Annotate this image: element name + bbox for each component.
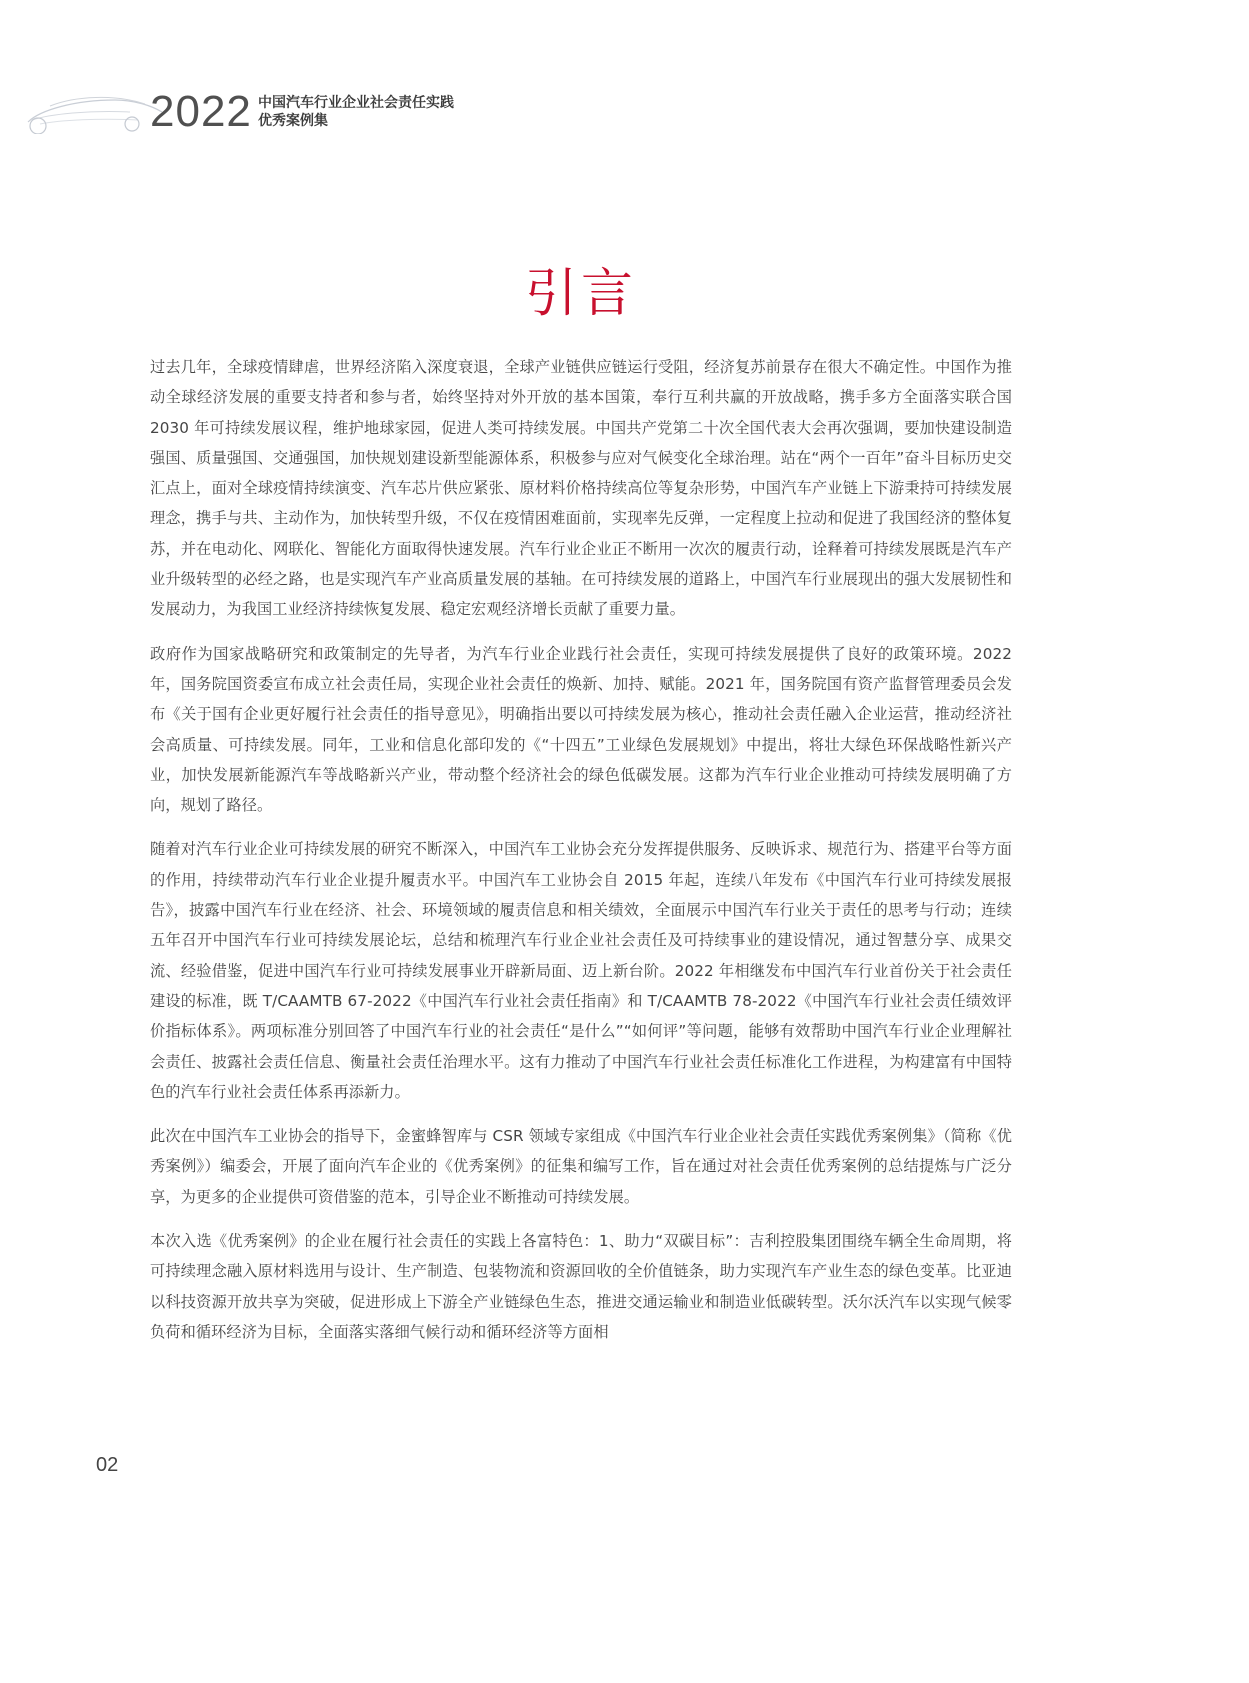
- page-title: 引言: [524, 263, 637, 324]
- report-year: 2022: [150, 87, 252, 136]
- series-title-line1: 中国汽车行业企业社会责任实践: [258, 95, 454, 111]
- paragraph: 随着对汽车行业企业可持续发展的研究不断深入，中国汽车工业协会充分发挥提供服务、反映诉求、规范行为、搭建平台等方面的作用，持续带动汽车行业企业提升履责水平。中国汽车工业协会自 2015 年起，连续八年发布《中国汽车行业可持续发展报告》，披露中国汽车行业在经济、社会、环境领域的履责信息和相关绩效，全面展示中国汽车行业关于责任的思考与行动；连续五年召开中国汽车行业可持续发展论坛，总结和梳理汽车行业企业社会责任及可持续事业的建设情况，通过智慧分享、成果交流、经验借鉴，促进中国汽车行业可持续发展事业开辟新局面、迈上新台阶。2022 年相继发布中国汽车行业首份关于社会责任建设的标准，既 T/CAAMTB 67-2022《中国汽车行业社会责任指南》和 T/CAAMTB 78-2022《中国汽车行业社会责任绩效评价指标体系》。两项标准分别回答了中国汽车行业的社会责任“是什么”“如何评”等问题，能够有效帮助中国汽车行业企业理解社会责任、披露社会责任信息、衡量社会责任治理水平。这有力推动了中国汽车行业社会责任标准化工作进程，为构建富有中国特色的汽车行业社会责任体系再添新力。: [150, 840, 1012, 1101]
- paragraph: 本次入选《优秀案例》的企业在履行社会责任的实践上各富特色：1、助力“双碳目标”：吉利控股集团围绕车辆全生命周期，将可持续理念融入原材料选用与设计、生产制造、包装物流和资源回收的全价值链条，助力实现汽车产业生态的绿色变革。比亚迪以科技资源开放共享为突破，促进形成上下游全产业链绿色生态，推进交通运输业和制造业低碳转型。沃尔沃汽车以实现气候零负荷和循环经济为目标，全面落实落细气候行动和循环经济等方面相: [150, 1232, 1012, 1341]
- series-title-line2: 优秀案例集: [258, 113, 328, 129]
- paragraph: 过去几年，全球疫情肆虐，世界经济陷入深度衰退，全球产业链供应链运行受阻，经济复苏前景存在很大不确定性。中国作为推动全球经济发展的重要支持者和参与者，始终坚持对外开放的基本国策，奉行互利共赢的开放战略，携手多方全面落实联合国 2030 年可持续发展议程，维护地球家园，促进人类可持续发展。中国共产党第二十次全国代表大会再次强调，要加快建设制造强国、质量强国、交通强国，加快规划建设新型能源体系，积极参与应对气候变化全球治理。站在“两个一百年”奋斗目标历史交汇点上，面对全球疫情持续演变、汽车芯片供应紧张、原材料价格持续高位等复杂形势，中国汽车产业链上下游秉持可持续发展理念，携手与共、主动作为，加快转型升级，不仅在疫情困难面前，实现率先反弹，一定程度上拉动和促进了我国经济的整体复苏，并在电动化、网联化、智能化方面取得快速发展。汽车行业企业正不断用一次次的履责行动，诠释着可持续发展既是汽车产业升级转型的必经之路，也是实现汽车产业高质量发展的基轴。在可持续发展的道路上，中国汽车行业展现出的强大发展韧性和发展动力，为我国工业经济持续恢复发展、稳定宏观经济增长贡献了重要力量。: [150, 358, 1012, 619]
- page-number: 02: [96, 1454, 119, 1476]
- paragraph: 政府作为国家战略研究和政策制定的先导者，为汽车行业企业践行社会责任，实现可持续发展提供了良好的政策环境。2022 年，国务院国资委宣布成立社会责任局，实现企业社会责任的焕新、加持、赋能。2021 年，国务院国有资产监督管理委员会发布《关于国有企业更好履行社会责任的指导意见》，明确指出要以可持续发展为核心，推动社会责任融入企业运营，推动经济社会高质量、可持续发展。同年，工业和信息化部印发的《“十四五”工业绿色发展规划》中提出，将壮大绿色环保战略性新兴产业，加快发展新能源汽车等战略新兴产业，带动整个经济社会的绿色低碳发展。这都为汽车行业企业推动可持续发展明确了方向，规划了路径。: [150, 644, 1012, 815]
- paragraph: 此次在中国汽车工业协会的指导下，金蜜蜂智库与 CSR 领域专家组成《中国汽车行业企业社会责任实践优秀案例集》（简称《优秀案例》）编委会，开展了面向汽车企业的《优秀案例》的征集和编写工作，旨在通过对社会责任优秀案例的总结提炼与广泛分享，为更多的企业提供可资借鉴的范本，引导企业不断推动可持续发展。: [150, 1127, 1012, 1206]
- car-outline-icon: [20, 84, 170, 134]
- running-header: [20, 78, 620, 148]
- body-text: [150, 352, 1012, 1361]
- series-title: [258, 94, 454, 130]
